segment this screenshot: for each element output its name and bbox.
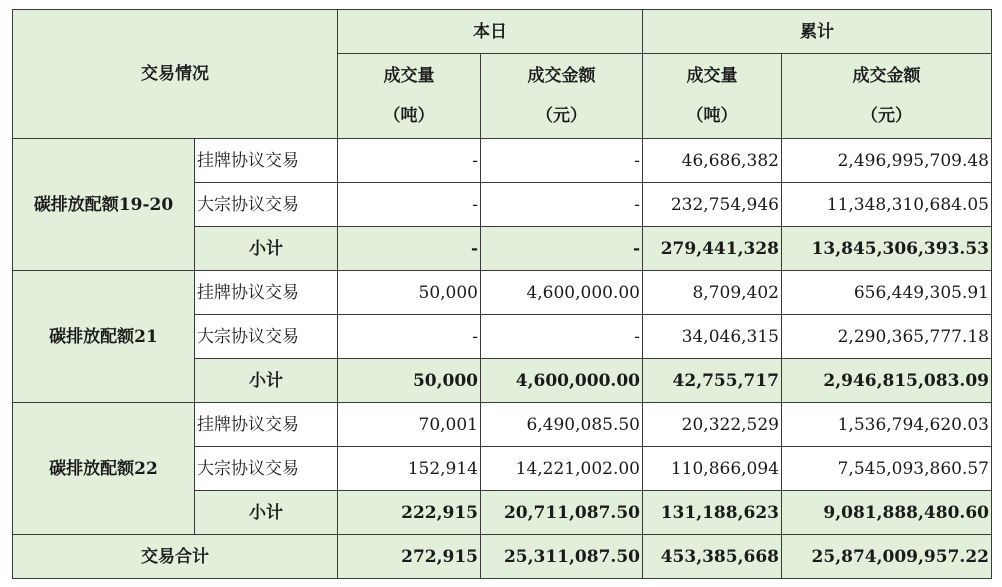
cell-day-amount: - [481, 315, 643, 359]
cell-cum-amount: 11,348,310,684.05 [782, 183, 992, 227]
row-label: 大宗协议交易 [195, 447, 338, 491]
header-today-amount-label: 成交金额 [527, 66, 596, 86]
header-cum-amount [782, 54, 992, 139]
row-label: 大宗协议交易 [195, 183, 338, 227]
header-today-amount-unit: （元） [536, 106, 587, 126]
group-label: 碳排放配额22 [13, 403, 195, 535]
subtotal-cum-volume: 279,441,328 [643, 227, 782, 271]
subtotal-day-amount: 20,711,087.50 [481, 491, 643, 535]
header-today-volume-unit: （吨） [383, 106, 435, 126]
cell-cum-volume: 110,866,094 [643, 447, 782, 491]
cell-cum-volume: 20,322,529 [643, 403, 782, 447]
row-label: 挂牌协议交易 [195, 403, 338, 447]
subtotal-cum-amount: 2,946,815,083.09 [782, 359, 992, 403]
cell-cum-amount: 2,496,995,709.48 [782, 139, 992, 183]
cell-cum-volume: 8,709,402 [643, 271, 782, 315]
cell-day-volume: - [338, 139, 481, 183]
header-cum-volume [643, 54, 782, 139]
header-group-today: 本日 [338, 10, 643, 54]
header-row-label: 交易情况 [13, 10, 338, 139]
cell-day-amount: 4,600,000.00 [481, 271, 643, 315]
cell-cum-amount: 656,449,305.91 [782, 271, 992, 315]
header-today-volume-label: 成交量 [383, 66, 435, 86]
header-today-volume [338, 54, 481, 139]
row-label: 挂牌协议交易 [195, 271, 338, 315]
header-cum-volume-unit: （吨） [686, 106, 738, 126]
cell-cum-amount: 7,545,093,860.57 [782, 447, 992, 491]
cell-cum-volume: 232,754,946 [643, 183, 782, 227]
subtotal-label: 小计 [195, 359, 338, 403]
cell-day-volume: 152,914 [338, 447, 481, 491]
row-label: 挂牌协议交易 [195, 139, 338, 183]
subtotal-day-amount: - [481, 227, 643, 271]
header-today-amount [481, 54, 643, 139]
subtotal-cum-amount: 13,845,306,393.53 [782, 227, 992, 271]
subtotal-cum-amount: 9,081,888,480.60 [782, 491, 992, 535]
subtotal-day-volume: - [338, 227, 481, 271]
cell-cum-volume: 34,046,315 [643, 315, 782, 359]
subtotal-day-volume: 50,000 [338, 359, 481, 403]
cell-day-amount: - [481, 183, 643, 227]
total-day-amount: 25,311,087.50 [481, 535, 643, 579]
group-label: 碳排放配额19-20 [13, 139, 195, 271]
cell-day-amount: - [481, 139, 643, 183]
cell-day-volume: - [338, 315, 481, 359]
cell-cum-amount: 1,536,794,620.03 [782, 403, 992, 447]
table-container [12, 9, 992, 579]
carbon-trading-table [12, 9, 992, 579]
total-label: 交易合计 [13, 535, 338, 579]
subtotal-label: 小计 [195, 491, 338, 535]
cell-cum-volume: 46,686,382 [643, 139, 782, 183]
subtotal-cum-volume: 131,188,623 [643, 491, 782, 535]
subtotal-day-volume: 222,915 [338, 491, 481, 535]
cell-day-volume: 50,000 [338, 271, 481, 315]
cell-day-volume: 70,001 [338, 403, 481, 447]
cell-day-amount: 6,490,085.50 [481, 403, 643, 447]
total-cum-amount: 25,874,009,957.22 [782, 535, 992, 579]
cell-day-volume: - [338, 183, 481, 227]
header-group-cumulative: 累计 [643, 10, 992, 54]
header-cum-amount-label: 成交金额 [852, 66, 921, 86]
subtotal-label: 小计 [195, 227, 338, 271]
total-cum-volume: 453,385,668 [643, 535, 782, 579]
header-cum-amount-unit: （元） [861, 106, 912, 126]
row-label: 大宗协议交易 [195, 315, 338, 359]
subtotal-cum-volume: 42,755,717 [643, 359, 782, 403]
subtotal-day-amount: 4,600,000.00 [481, 359, 643, 403]
cell-cum-amount: 2,290,365,777.18 [782, 315, 992, 359]
cell-day-amount: 14,221,002.00 [481, 447, 643, 491]
header-cum-volume-label: 成交量 [686, 66, 738, 86]
total-day-volume: 272,915 [338, 535, 481, 579]
group-label: 碳排放配额21 [13, 271, 195, 403]
